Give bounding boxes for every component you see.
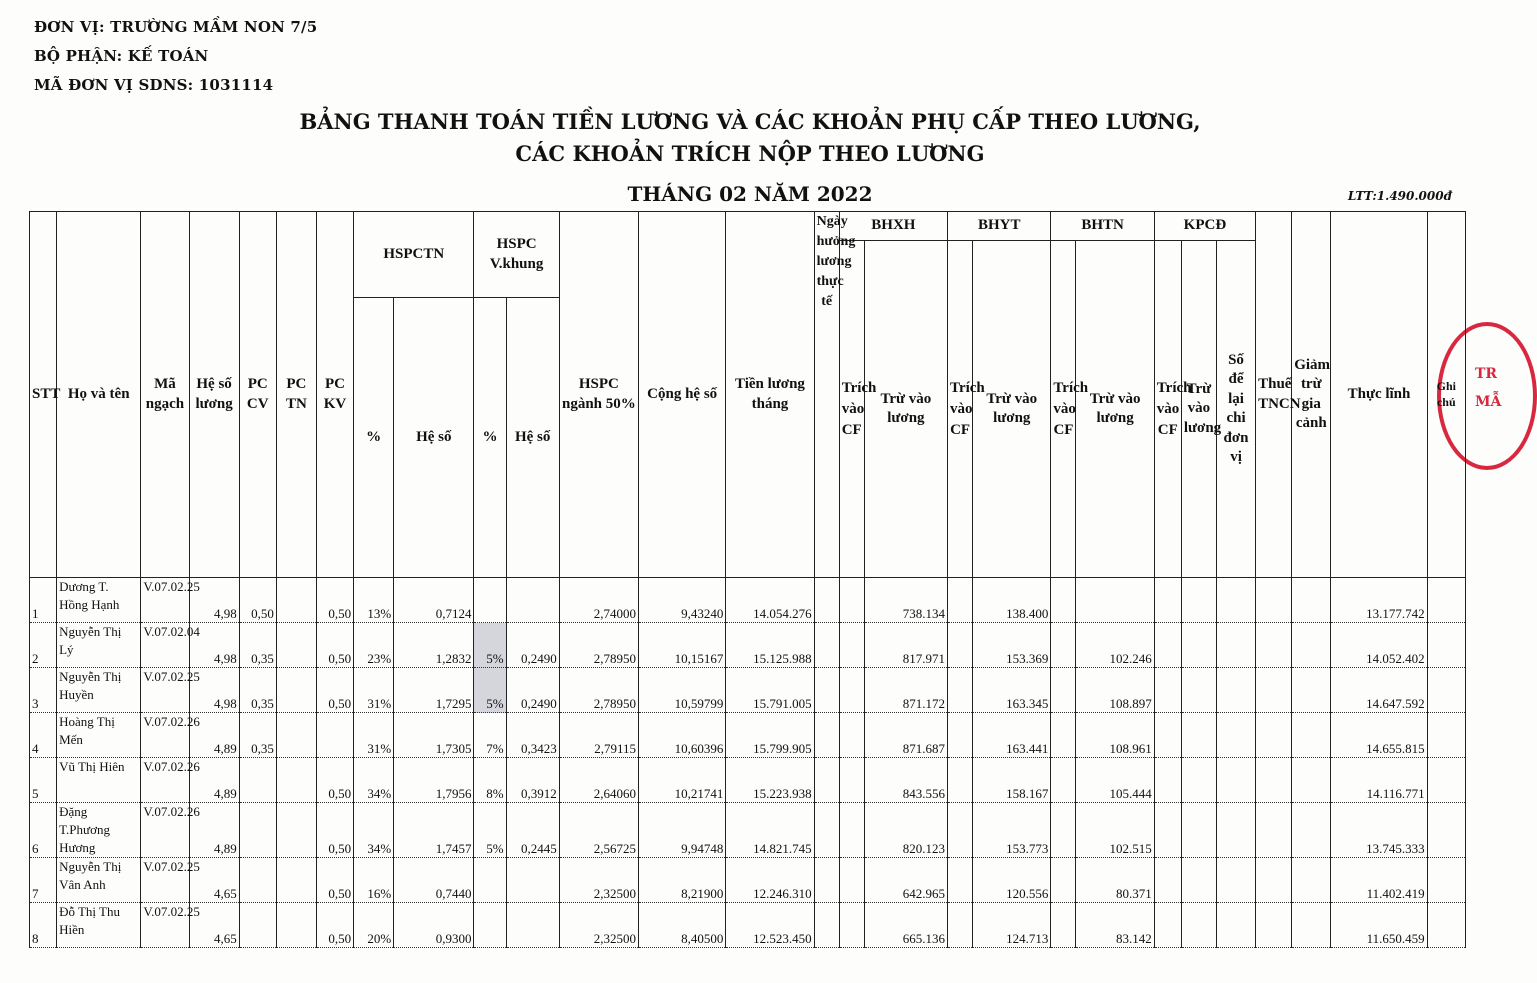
bhxh-employer: Trích vào CF [839, 241, 864, 578]
cell-empty [1292, 758, 1331, 803]
cell-empty [814, 623, 839, 668]
cell-nganh: 2,32500 [559, 858, 638, 903]
hspctn-coef: Hệ số [394, 298, 474, 578]
kpcd-deduct: Trừ vào lương [1181, 241, 1216, 578]
cell-pccv: 0,35 [239, 668, 276, 713]
cell-coef: 4,89 [189, 758, 239, 803]
cell-name: Hoàng Thị Mến [57, 713, 141, 758]
cell-ctn_coef: 0,7124 [394, 578, 474, 623]
cell-name: Dương T. Hồng Hạnh [57, 578, 141, 623]
cell-pccv [239, 903, 276, 948]
cell-empty [1256, 668, 1292, 713]
cell-name: Nguyễn Thị Vân Anh [57, 858, 141, 903]
cell-bhyt: 120.556 [973, 858, 1051, 903]
cell-total: 10,15167 [639, 623, 726, 668]
cell-empty [1427, 578, 1465, 623]
cell-pctn [276, 758, 316, 803]
cell-bhyt: 138.400 [973, 578, 1051, 623]
cell-name: Vũ Thị Hiên [57, 758, 141, 803]
cell-empty [1181, 758, 1216, 803]
cell-bhxh: 642.965 [864, 858, 947, 903]
cell-pccv [239, 758, 276, 803]
bhtn-employer: Trích vào CF [1051, 241, 1076, 578]
cell-stt: 8 [30, 903, 57, 948]
col-kpcd: KPCĐ [1154, 212, 1255, 241]
vkhung-coef: Hệ số [506, 298, 559, 578]
cell-coef: 4,89 [189, 713, 239, 758]
cell-bhyt: 158.167 [973, 758, 1051, 803]
cell-pckv: 0,50 [316, 623, 353, 668]
cell-empty [1216, 758, 1255, 803]
cell-empty [1292, 578, 1331, 623]
cell-coef: 4,98 [189, 578, 239, 623]
cell-empty [814, 578, 839, 623]
cell-net: 14.647.592 [1331, 668, 1427, 713]
cell-empty [1216, 578, 1255, 623]
table-row [30, 858, 1466, 903]
cell-bhtn: 102.515 [1076, 803, 1154, 858]
cell-ctn_pct: 23% [354, 623, 394, 668]
cell-salary: 15.223.938 [726, 758, 814, 803]
col-pc-tn: PC TN [276, 212, 316, 578]
cell-stt: 3 [30, 668, 57, 713]
cell-vk_pct: 5% [474, 803, 506, 858]
cell-pckv: 0,50 [316, 668, 353, 713]
cell-total: 10,21741 [639, 758, 726, 803]
sdns-code: MÃ ĐƠN VỊ SDNS: 1031114 [34, 76, 274, 94]
cell-empty [1216, 668, 1255, 713]
col-pit: Thuế TNCN [1256, 212, 1292, 578]
cell-empty [839, 668, 864, 713]
col-stt: STT [30, 212, 57, 578]
cell-empty [1051, 903, 1076, 948]
cell-pctn [276, 803, 316, 858]
cell-empty [1154, 858, 1181, 903]
cell-grade: V.07.02.25 [141, 578, 189, 623]
table-row [30, 578, 1466, 623]
cell-empty [1051, 858, 1076, 903]
cell-ctn_pct: 34% [354, 803, 394, 858]
cell-empty [1427, 713, 1465, 758]
cell-empty [1256, 858, 1292, 903]
cell-ctn_coef: 0,7440 [394, 858, 474, 903]
cell-net: 11.650.459 [1331, 903, 1427, 948]
cell-salary: 15.125.988 [726, 623, 814, 668]
cell-empty [1181, 668, 1216, 713]
col-pc-cv: PC CV [239, 212, 276, 578]
cell-total: 10,60396 [639, 713, 726, 758]
col-hspc-vkhung: HSPC V.khung [474, 212, 559, 298]
cell-pctn [276, 858, 316, 903]
cell-empty [1427, 903, 1465, 948]
cell-stt: 5 [30, 758, 57, 803]
cell-empty [1216, 858, 1255, 903]
cell-grade: V.07.02.25 [141, 668, 189, 713]
cell-bhtn [1076, 578, 1154, 623]
table-row [30, 758, 1466, 803]
cell-net: 14.116.771 [1331, 758, 1427, 803]
cell-vk_coef: 0,3912 [506, 758, 559, 803]
cell-empty [1427, 858, 1465, 903]
cell-empty [1427, 803, 1465, 858]
cell-empty [1427, 758, 1465, 803]
cell-coef: 4,98 [189, 623, 239, 668]
cell-empty [1154, 758, 1181, 803]
col-grade: Mã ngạch [141, 212, 189, 578]
cell-empty [1051, 758, 1076, 803]
department: BỘ PHẬN: KẾ TOÁN [34, 47, 209, 65]
cell-empty [1181, 578, 1216, 623]
cell-bhxh: 820.123 [864, 803, 947, 858]
cell-coef: 4,65 [189, 858, 239, 903]
cell-ctn_pct: 20% [354, 903, 394, 948]
cell-total: 8,40500 [639, 903, 726, 948]
cell-pccv: 0,50 [239, 578, 276, 623]
cell-total: 10,59799 [639, 668, 726, 713]
cell-ctn_coef: 1,7457 [394, 803, 474, 858]
cell-empty [839, 758, 864, 803]
col-net-pay: Thực lĩnh [1331, 212, 1427, 578]
cell-vk_pct [474, 578, 506, 623]
cell-vk_pct [474, 903, 506, 948]
cell-empty [1216, 903, 1255, 948]
cell-total: 8,21900 [639, 858, 726, 903]
cell-vk_pct: 5% [474, 623, 506, 668]
cell-stt: 7 [30, 858, 57, 903]
cell-pckv [316, 713, 353, 758]
cell-nganh: 2,74000 [559, 578, 638, 623]
cell-empty [1154, 903, 1181, 948]
cell-salary: 14.821.745 [726, 803, 814, 858]
cell-bhtn: 108.897 [1076, 668, 1154, 713]
cell-bhxh: 871.172 [864, 668, 947, 713]
cell-empty [839, 623, 864, 668]
cell-empty [1292, 803, 1331, 858]
cell-empty [1154, 803, 1181, 858]
cell-vk_coef: 0,2490 [506, 668, 559, 713]
cell-stt: 2 [30, 623, 57, 668]
cell-pckv: 0,50 [316, 578, 353, 623]
cell-empty [948, 713, 973, 758]
cell-grade: V.07.02.26 [141, 758, 189, 803]
cell-empty [1051, 668, 1076, 713]
cell-pccv: 0,35 [239, 713, 276, 758]
cell-grade: V.07.02.26 [141, 803, 189, 858]
base-salary: LTT:1.490.000đ [1347, 189, 1452, 203]
cell-empty [1292, 858, 1331, 903]
cell-bhxh: 665.136 [864, 903, 947, 948]
col-bhxh: BHXH [839, 212, 947, 241]
bhyt-employer: Trích vào CF [948, 241, 973, 578]
cell-empty [814, 903, 839, 948]
col-actual-days: Ngày hưởng lương thực tế [814, 212, 839, 578]
cell-vk_coef: 0,2490 [506, 623, 559, 668]
col-hspc-nganh: HSPC ngành 50% [559, 212, 638, 578]
cell-bhyt: 163.345 [973, 668, 1051, 713]
cell-salary: 15.799.905 [726, 713, 814, 758]
cell-bhtn: 105.444 [1076, 758, 1154, 803]
cell-empty [1256, 713, 1292, 758]
cell-stt: 1 [30, 578, 57, 623]
cell-empty [1216, 623, 1255, 668]
cell-empty [1154, 578, 1181, 623]
cell-vk_pct: 8% [474, 758, 506, 803]
cell-ctn_pct: 31% [354, 668, 394, 713]
cell-salary: 12.523.450 [726, 903, 814, 948]
cell-nganh: 2,32500 [559, 903, 638, 948]
cell-pckv: 0,50 [316, 858, 353, 903]
cell-empty [948, 758, 973, 803]
cell-empty [814, 858, 839, 903]
cell-empty [839, 903, 864, 948]
cell-empty [814, 758, 839, 803]
cell-pctn [276, 668, 316, 713]
cell-coef: 4,98 [189, 668, 239, 713]
cell-ctn_coef: 1,2832 [394, 623, 474, 668]
kpcd-retained: Số để lại chi đơn vị [1216, 241, 1255, 578]
cell-empty [1256, 903, 1292, 948]
col-hspctn: HSPCTN [354, 212, 474, 298]
cell-bhtn: 108.961 [1076, 713, 1154, 758]
period: THÁNG 02 NĂM 2022 [627, 182, 873, 206]
cell-empty [1051, 623, 1076, 668]
cell-coef: 4,65 [189, 903, 239, 948]
vkhung-percent: % [474, 298, 506, 578]
col-pc-kv: PC KV [316, 212, 353, 578]
cell-empty [839, 578, 864, 623]
cell-ctn_coef: 1,7956 [394, 758, 474, 803]
cell-bhyt: 124.713 [973, 903, 1051, 948]
cell-empty [948, 858, 973, 903]
cell-empty [1256, 803, 1292, 858]
cell-empty [1292, 623, 1331, 668]
title-line-2: CÁC KHOẢN TRÍCH NỘP THEO LƯƠNG [515, 141, 985, 166]
col-name: Họ và tên [57, 212, 141, 578]
cell-empty [1256, 758, 1292, 803]
cell-name: Nguyễn Thị Huyền [57, 668, 141, 713]
table-row [30, 803, 1466, 858]
cell-ctn_pct: 34% [354, 758, 394, 803]
cell-empty [1051, 713, 1076, 758]
payroll-table [29, 211, 1466, 948]
cell-pctn [276, 713, 316, 758]
cell-empty [1181, 858, 1216, 903]
cell-pccv [239, 858, 276, 903]
cell-ctn_coef: 1,7295 [394, 668, 474, 713]
cell-empty [814, 668, 839, 713]
cell-vk_coef [506, 903, 559, 948]
cell-bhyt: 153.773 [973, 803, 1051, 858]
cell-net: 13.745.333 [1331, 803, 1427, 858]
kpcd-employer: Trích vào CF [1154, 241, 1181, 578]
cell-vk_coef [506, 578, 559, 623]
cell-pctn [276, 903, 316, 948]
cell-empty [1181, 903, 1216, 948]
table-row [30, 713, 1466, 758]
cell-vk_coef: 0,3423 [506, 713, 559, 758]
cell-bhtn: 83.142 [1076, 903, 1154, 948]
cell-empty [1154, 668, 1181, 713]
cell-net: 11.402.419 [1331, 858, 1427, 903]
cell-empty [814, 713, 839, 758]
cell-ctn_pct: 16% [354, 858, 394, 903]
cell-empty [948, 668, 973, 713]
cell-empty [1256, 623, 1292, 668]
cell-bhxh: 817.971 [864, 623, 947, 668]
cell-empty [1154, 713, 1181, 758]
cell-nganh: 2,78950 [559, 668, 638, 713]
col-total-coef: Cộng hệ số [639, 212, 726, 578]
cell-bhyt: 153.369 [973, 623, 1051, 668]
cell-ctn_pct: 13% [354, 578, 394, 623]
cell-pckv: 0,50 [316, 903, 353, 948]
cell-bhxh: 871.687 [864, 713, 947, 758]
table-row [30, 668, 1466, 713]
bhtn-deduct: Trừ vào lương [1076, 241, 1154, 578]
bhyt-deduct: Trừ vào lương [973, 241, 1051, 578]
cell-empty [1292, 668, 1331, 713]
cell-empty [1292, 903, 1331, 948]
cell-empty [1181, 803, 1216, 858]
table-row [30, 623, 1466, 668]
cell-bhxh: 738.134 [864, 578, 947, 623]
col-salary-coef: Hệ số lương [189, 212, 239, 578]
cell-salary: 14.054.276 [726, 578, 814, 623]
cell-stt: 6 [30, 803, 57, 858]
cell-empty [1427, 623, 1465, 668]
cell-ctn_pct: 31% [354, 713, 394, 758]
col-bhyt: BHYT [948, 212, 1051, 241]
cell-pckv: 0,50 [316, 758, 353, 803]
col-family-deduction: Giảm trừ gia cảnh [1292, 212, 1331, 578]
cell-grade: V.07.02.26 [141, 713, 189, 758]
cell-net: 14.052.402 [1331, 623, 1427, 668]
col-bhtn: BHTN [1051, 212, 1154, 241]
red-seal-stamp: TR MẪ [1437, 322, 1537, 470]
cell-empty [1216, 803, 1255, 858]
cell-empty [948, 623, 973, 668]
cell-empty [1181, 713, 1216, 758]
cell-total: 9,43240 [639, 578, 726, 623]
cell-pctn [276, 623, 316, 668]
cell-stt: 4 [30, 713, 57, 758]
cell-pccv: 0,35 [239, 623, 276, 668]
cell-ctn_coef: 1,7305 [394, 713, 474, 758]
cell-pckv: 0,50 [316, 803, 353, 858]
cell-empty [1154, 623, 1181, 668]
cell-total: 9,94748 [639, 803, 726, 858]
cell-bhxh: 843.556 [864, 758, 947, 803]
cell-empty [839, 803, 864, 858]
cell-coef: 4,89 [189, 803, 239, 858]
cell-bhyt: 163.441 [973, 713, 1051, 758]
cell-net: 14.655.815 [1331, 713, 1427, 758]
cell-bhtn: 80.371 [1076, 858, 1154, 903]
cell-empty [839, 858, 864, 903]
cell-empty [1256, 578, 1292, 623]
title-line-1: BẢNG THANH TOÁN TIỀN LƯƠNG VÀ CÁC KHOẢN PHỤ CẤP THEO LƯƠNG, [299, 109, 1201, 134]
cell-empty [948, 903, 973, 948]
cell-nganh: 2,56725 [559, 803, 638, 858]
cell-ctn_coef: 0,9300 [394, 903, 474, 948]
cell-vk_coef [506, 858, 559, 903]
cell-salary: 12.246.310 [726, 858, 814, 903]
cell-salary: 15.791.005 [726, 668, 814, 713]
cell-empty [1292, 713, 1331, 758]
bhxh-deduct: Trừ vào lương [864, 241, 947, 578]
table-row [30, 903, 1466, 948]
cell-grade: V.07.02.25 [141, 903, 189, 948]
cell-empty [1216, 713, 1255, 758]
cell-empty [948, 803, 973, 858]
cell-vk_pct: 7% [474, 713, 506, 758]
cell-bhtn: 102.246 [1076, 623, 1154, 668]
cell-net: 13.177.742 [1331, 578, 1427, 623]
col-note: Ghi chú [1427, 212, 1465, 578]
cell-grade: V.07.02.04 [141, 623, 189, 668]
cell-name: Nguyễn Thị Lý [57, 623, 141, 668]
cell-nganh: 2,78950 [559, 623, 638, 668]
cell-pccv [239, 803, 276, 858]
cell-nganh: 2,64060 [559, 758, 638, 803]
cell-name: Đỗ Thị Thu Hiền [57, 903, 141, 948]
cell-nganh: 2,79115 [559, 713, 638, 758]
unit-name: ĐƠN VỊ: TRƯỜNG MẦM NON 7/5 [34, 18, 318, 36]
cell-empty [1051, 578, 1076, 623]
cell-empty [948, 578, 973, 623]
cell-grade: V.07.02.25 [141, 858, 189, 903]
cell-empty [839, 713, 864, 758]
cell-name: Đặng T.Phương Hương [57, 803, 141, 858]
cell-empty [1427, 668, 1465, 713]
cell-vk_coef: 0,2445 [506, 803, 559, 858]
cell-vk_pct [474, 858, 506, 903]
hspctn-percent: % [354, 298, 394, 578]
col-monthly-salary: Tiền lương tháng [726, 212, 814, 578]
cell-empty [1051, 803, 1076, 858]
cell-empty [814, 803, 839, 858]
cell-pctn [276, 578, 316, 623]
cell-vk_pct: 5% [474, 668, 506, 713]
cell-empty [1181, 623, 1216, 668]
